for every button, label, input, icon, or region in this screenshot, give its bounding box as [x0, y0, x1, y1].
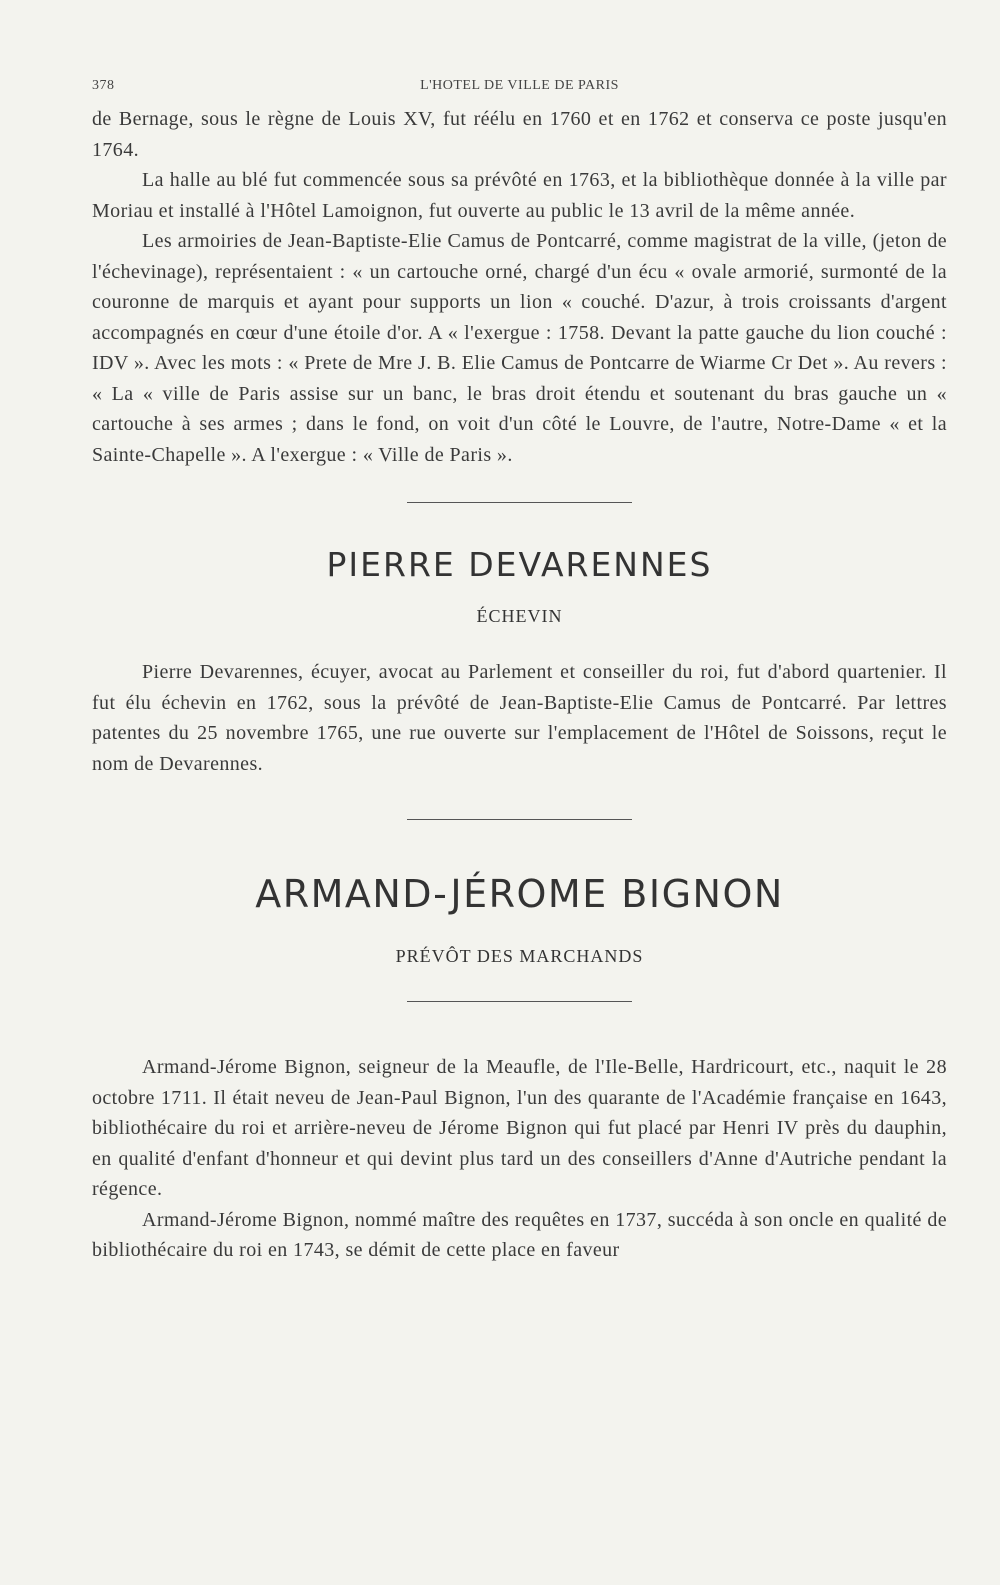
section-subtitle-echevin: ÉCHEVIN [476, 606, 563, 626]
section-title-bignon: ARMAND-JÉROME BIGNON [255, 872, 784, 916]
section-divider [407, 502, 632, 503]
running-title: L'HOTEL DE VILLE DE PARIS [420, 78, 619, 93]
section-title-devarennes: PIERRE DEVARENNES [326, 545, 713, 584]
intro-paragraph-3: Les armoiries de Jean-Baptiste-Elie Camus de Pontcarré, comme magistrat de la ville, (jeton de l'échevinage), représentaient : « un cartouche orné, chargé d'un écu « ovale armorié, surmonté de la couronne de marquis et ayant pour supports un lion « couché. D'azur, à trois croissants d'argent accompagnés en cœur d'une étoile d'or. A « l'exergue : 1758. Devant la patte gauche du lion couché : IDV ». Avec les mots : « Prete de Mre J. B. Elie Camus de Pontcarre de Wiarme Cr Det ». Au revers : « La « ville de Paris assise sur un banc, le bras droit étendu et soutenant du bras gauche un « cartouche à ses armes ; dans le fond, on voit d'un côté le Louvre, de l'autre, Notre-Dame « et la Sainte-Chapelle ». A l'exergue : « Ville de Paris ». [92, 230, 947, 466]
intro-paragraph-2: La halle au blé fut commencée sous sa prévôté en 1763, et la bibliothèque donnée à la ville par Moriau et installé à l'Hôtel Lamoignon, fut ouverte au public le 13 avril de la même année. [92, 169, 947, 222]
bignon-paragraph-1: Armand-Jérome Bignon, seigneur de la Meaufle, de l'Ile-Belle, Hardricourt, etc., naquit le 28 octobre 1711. Il était neveu de Jean-Paul Bignon, l'un des quarante de l'Académie française en 1643, bibliothécaire du roi et arrière-neveu de Jérome Bignon qui fut placé par Henri IV près du dauphin, en qualité d'enfant d'honneur et qui devint plus tard un des conseillers d'Anne d'Autriche pendant la régence. [92, 1056, 947, 1200]
subtitle-divider [407, 1001, 632, 1002]
intro-paragraph-1: de Bernage, sous le règne de Louis XV, fut réélu en 1760 et en 1762 et conserva ce poste jusqu'en 1764. [92, 108, 947, 161]
section-subtitle-prevot: PRÉVÔT DES MARCHANDS [395, 946, 644, 966]
devarennes-paragraph-1: Pierre Devarennes, écuyer, avocat au Parlement et conseiller du roi, fut d'abord quartenier. Il fut élu échevin en 1762, sous la prévôté de Jean-Baptiste-Elie Camus de Pontcarré. Par lettres patentes du 25 novembre 1765, une rue ouverte sur l'emplacement de l'Hôtel de Soissons, reçut le nom de Devarennes. [92, 661, 947, 775]
devarennes-text [92, 657, 947, 779]
page-number: 378 [92, 78, 115, 93]
bignon-paragraph-2: Armand-Jérome Bignon, nommé maître des requêtes en 1737, succéda à son oncle en qualité de bibliothécaire du roi en 1743, se démit de cette place en faveur [92, 1208, 947, 1261]
section-divider [407, 819, 632, 820]
running-head [92, 78, 947, 102]
page [92, 78, 947, 1266]
bignon-text [92, 1052, 947, 1266]
intro-text [92, 104, 947, 470]
